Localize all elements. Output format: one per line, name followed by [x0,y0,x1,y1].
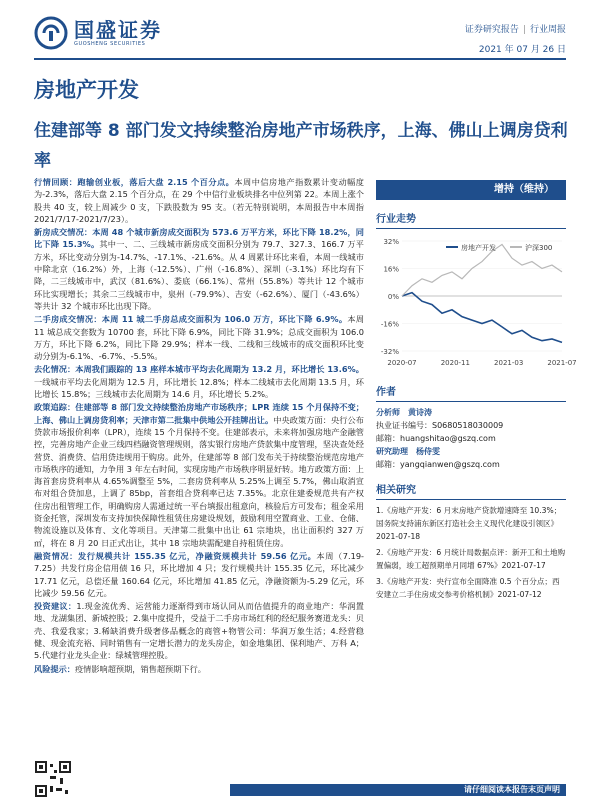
trend-chart-svg [376,233,577,373]
related-list [376,504,566,601]
x-tick-label: 2020-07 [387,359,417,367]
header-divider [34,58,566,60]
sector-title: 房地产开发 [34,78,139,102]
paragraph-heading: 二手房成交情况：本周 11 城二手房总成交面积为 106.0 万方，环比下降 6.9%。 [34,314,348,325]
company-name: 国盛证券 [74,18,162,42]
y-tick-label: 32% [383,238,399,246]
related-title: 相关研究 [376,481,566,500]
company-logo [34,16,162,50]
trend-title: 行业走势 [376,210,566,229]
paragraph-text: 一线城市平均去化周期为 12.5 月，环比增长 12.8%；样本二线城市去化周期 13.5 月，环比增长 15.8%；三线城市去化周期为 14.6 月，环比增长 5.2%。 [34,376,364,400]
paragraph-heading: 行情回顾：跑输创业板，落后大盘 2.15 个百分点。 [34,177,235,187]
body-paragraph [34,226,364,312]
company-name-en: GUOSHENG SECURITIES [74,41,146,47]
body-paragraph [34,600,364,661]
authors-block [376,406,566,471]
y-tick-label: -32% [380,348,399,356]
report-date: 2021 年 07 月 26 日 [478,45,566,55]
logo-mark-icon [34,16,68,50]
paragraph-text: 本周（7.19-7.25）共发行房企信用债 16 只，环比增加 4 只；发行规模共计 155.35 亿元，环比减少 17.71 亿元，总偿还量 160.64 亿元，环比增加 41.85 亿元，净融资额为-5.29 亿元，环比减少 59.56 亿元。 [34,550,364,598]
paragraph-heading: 融资情况：发行规模共计 155.35 亿元，净融资规模共计 59.56 亿元。 [34,550,317,561]
paragraph-text: 本周中信房地产指数累计变动幅度为-2.3%，落后大盘 2.15 个百分点，在 29 个中信行业板块排名中位列第 22。本周上涨个股共 40 支，较上周减少 0 支，下跌股数为 95 支。（若无特别说明，本周报告中本周指 2021/7/17-2021/7/23）。 [34,177,364,224]
body-paragraph [34,663,364,675]
page-header [0,0,600,72]
assistant-email: 邮箱：yangqianwen@gszq.com [376,460,500,469]
paragraph-heading: 风险提示： [34,663,75,674]
legend-label: 房地产开发 [461,244,496,252]
y-tick-label: -16% [380,320,399,329]
paragraph-text: 中央政策方面：央行公布贷款市场报价利率（LPR），连续 15 个月保持不变。住建部表示，未来将加强房地产金融管控，完善房地产企业三线四档融资管理规则，落实银行房地产贷款集中度管理，坚决查处经营贷、消费贷、信用贷违规用于购房。此外，住建部等 8 部门发布关于持续整治规范房地产市场秩序的通知，力争用 3 年左右时间，实现房地产市场秩序明显好转。地方政策方面：上海首套房贷利率从 4.65%调整至 5%，二套房贷利率从 5.25%上调至 5.7%，佛山取消宣布对组合贷加息，上调了 85bp，首套组合贷利率已达 7.35%。北京住建委规范共有产权住房出租管理工作，明确购房人需通过统一平台填报出租意向，核验后方可发布；租金采用资金托管，深圳发布支持加快保障性租赁住房建设规划，鼓励利用空置商业、工业、仓储、物流设施以及体育、文化等项目。天津第二批集中出让 61 宗地块，出让面积约 327 万㎡，将在 8 月 20 日正式出让，其中 18 宗地块需配建自持租赁住房。 [34,414,364,548]
report-type-label: 证券研究报告 [464,25,519,35]
footer-disclaimer: 请仔细阅读本报告末页声明 [464,785,560,794]
series-line [402,293,562,343]
related-item[interactable]: 2.《房地产开发：6 月统计局数据点评：新开工和土地购置偏弱，竣工超预期单月同增 67%》2021-07-17 [376,548,566,570]
series-line [402,244,562,296]
authors-title: 作者 [376,383,566,402]
report-body [34,176,364,676]
analyst-email: 邮箱：huangshitao@gszq.com [376,434,496,443]
body-paragraph [34,313,364,362]
paragraph-text: 疫情影响超预期，销售超预期下行。 [74,663,206,674]
rating-badge: 增持（维持） [376,180,566,200]
x-tick-label: 2020-11 [440,359,470,367]
paragraph-heading: 投资建议： [34,601,77,612]
paragraph-heading: 政策追踪：住建部等 8 部门发文持续整治房地产市场秩序；LPR 连续 15 个月保持不变；上海、佛山上调房贷利率；天津市第二批集中供地公开挂牌出让。 [34,402,364,425]
assistant-name: 研究助理 杨侍雯 [376,447,440,456]
page-footer [0,754,600,800]
body-paragraph [34,550,364,599]
paragraph-heading: 新房成交情况：本周 48 个城市新房成交面积为 573.6 万平方米，环比下降 18.2%，同比下降 15.3%。 [34,227,364,250]
related-item[interactable]: 1.《房地产开发：6 月末房地产贷款增速降至 10.3%；国务院支持浦东新区打造社会主义现代化建设引领区》2021-07-18 [376,506,562,541]
analyst-license: 执业证书编号：S0680518030009 [376,421,504,430]
qr-code-icon [34,760,72,798]
report-type: 证券研究报告 | 行业周报 [464,25,566,35]
report-sub-label: 行业周报 [529,25,566,35]
report-title: 住建部等 8 部门发文持续整治房地产市场秩序，上海、佛山上调房贷利率 [34,121,568,171]
legend-label: 沪深300 [525,244,553,252]
y-tick-label: 16% [383,265,399,274]
trend-chart [376,233,577,373]
x-tick-label: 2021-07 [547,359,577,367]
paragraph-heading: 去化情况：本周我们跟踪的 13 座样本城市平均去化周期为 13.2 月，环比增长 13.6%。 [34,364,364,375]
x-tick-label: 2021-03 [494,359,524,367]
paragraph-text: 本周 11 城总成交套数为 10700 套，环比下降 6.9%，同比下降 31.9%；总成交面积为 106.0 万方，环比下降 6.2%，同比下降 29.9%；样本一线、二线和三线城市的成交面积环比变动分别为-6.1%、-6.7%、-5.5%。 [34,314,364,362]
body-paragraph [34,176,364,225]
body-paragraph [34,363,364,400]
analyst-name: 分析师 黄诗涛 [376,408,432,417]
related-item[interactable]: 3.《房地产开发：央行宣布全面降准 0.5 个百分点；西安建立二手住房成交参考价格机制》2021-07-12 [376,577,560,599]
sidebar [376,180,577,604]
y-tick-label: 0% [387,293,399,301]
paragraph-text: 其中一、二、三线城市新房成交面积分别为 79.7、327.3、166.7 万平方米，环比变动分别为-14.7%、-17.1%、-21.6%。从 4 周累计环比来看，本周一线城市中除北京（16.2%）外，上海（-12.5%）、广州（-16.8%）、深圳（-3.1%）环比均有下降，二三线城市中，武汉（81.6%）、娄底（66.1%）、常州（55.8%）等共计 12 个城市环比实现增长；其余二三线城市中，泉州（-79.9%）、吉安（-62.6%）、厦门（-43.6%）等共计 32 个城市环比出现下降。 [34,239,364,311]
paragraph-text: 1.现金流优秀、运营能力逐渐得到市场认同从而估值提升的商业地产：华润置地、龙湖集团、新城控股；2.集中度提升，受益于二手房市场红利的经纪服务赛道龙头：贝壳、我爱我家；3.稀缺消费升级奢侈品概念的商管+物管公司：华润万象生活；4.经营稳健、现金流充裕、同时销售有一定增长潜力的龙头房企，如金地集团、保利地产、万科 A；5.代建行业龙头企业：绿城管理控股。 [34,601,364,661]
body-paragraph [34,401,364,549]
